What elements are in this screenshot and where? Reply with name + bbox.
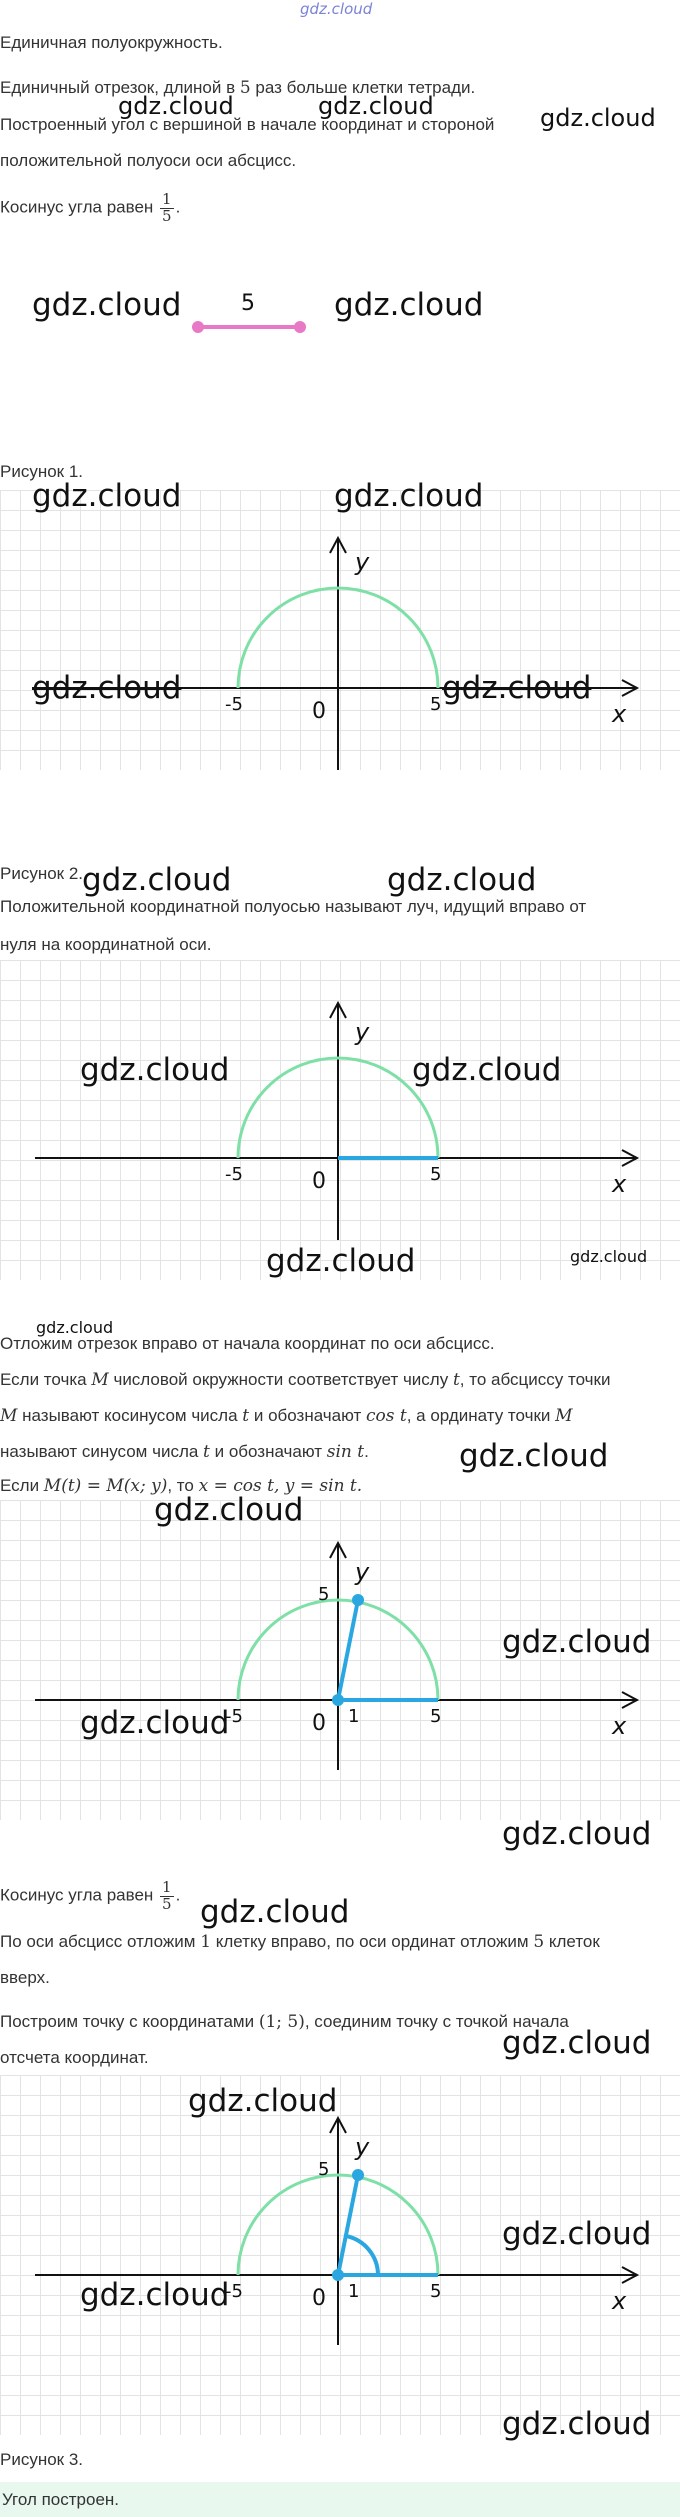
watermark: gdz.cloud xyxy=(80,1705,230,1741)
text-line: Единичный отрезок, длиной в 5 раз больше клетки тетради. xyxy=(0,78,476,98)
watermark: gdz.cloud xyxy=(334,287,484,323)
tick-label: -5 xyxy=(225,1706,243,1727)
x-axis-label: x xyxy=(612,1712,627,1740)
y-axis-label: y xyxy=(355,2133,370,2161)
watermark: gdz.cloud xyxy=(80,1052,230,1088)
watermark: gdz.cloud xyxy=(32,478,182,514)
tick-label: 5 xyxy=(318,1584,330,1605)
watermark: gdz.cloud xyxy=(502,2406,652,2442)
figure-2 xyxy=(0,960,680,1280)
watermark: gdz.cloud xyxy=(318,92,434,120)
watermark: gdz.cloud xyxy=(570,1247,648,1266)
fraction: $\frac{1}{5}$ xyxy=(162,190,172,225)
watermark: gdz.cloud xyxy=(266,1243,416,1279)
origin-label: 0 xyxy=(312,1711,326,1736)
figure-3 xyxy=(0,2075,680,2435)
watermark: gdz.cloud xyxy=(502,2216,652,2252)
text-line: положительной полуоси оси абсцисс. xyxy=(0,151,297,170)
watermark: gdz.cloud xyxy=(82,862,232,898)
watermark: gdz.cloud xyxy=(188,2083,338,2119)
tick-label: 5 xyxy=(318,2159,330,2180)
tick-label: 5 xyxy=(430,1164,442,1185)
text-line: Построим точку с координатами (1; 5), соединим точку с точкой начала xyxy=(0,2012,569,2032)
y-axis-label: y xyxy=(355,1558,370,1586)
watermark: gdz.cloud xyxy=(502,1816,652,1852)
text-line: Построенный угол с вершиной в начале координат и стороной xyxy=(0,115,495,134)
y-axis-label: y xyxy=(355,548,370,576)
fraction: $\frac{1}{5}$ xyxy=(162,1878,172,1913)
figure-3-step xyxy=(0,1500,680,1820)
text-line: Если точка M числовой окружности соответствует числу t, то абсциссу точки xyxy=(0,1370,611,1390)
origin-label: 0 xyxy=(312,699,326,724)
watermark: gdz.cloud xyxy=(502,1624,652,1660)
figure-caption: Рисунок 3. xyxy=(0,2450,84,2469)
watermark: gdz.cloud xyxy=(80,2277,230,2313)
watermark: gdz.cloud xyxy=(32,287,182,323)
text-line: Косинус угла равен $\frac{1}{5}$ . xyxy=(0,1878,181,1913)
watermark: gdz.cloud xyxy=(200,1894,350,1930)
watermark: gdz.cloud xyxy=(442,670,592,706)
watermark: gdz.cloud xyxy=(459,1438,609,1474)
watermark: gdz.cloud xyxy=(540,104,656,132)
tick-label: 5 xyxy=(430,1706,442,1727)
figure-caption: Рисунок 2. xyxy=(0,864,84,883)
tick-label: 1 xyxy=(348,2281,360,2302)
segment-label: 5 xyxy=(241,291,255,316)
watermark: gdz.cloud xyxy=(387,862,537,898)
tick-label: -5 xyxy=(225,2281,243,2302)
text-line: По оси абсцисс отложим 1 клетку вправо, по оси ординат отложим 5 клеток xyxy=(0,1932,600,1952)
tick-label: -5 xyxy=(225,1164,243,1185)
text-line: Косинус угла равен $\frac{1}{5}$ . xyxy=(0,190,181,225)
origin-label: 0 xyxy=(312,1169,326,1194)
watermark: gdz.cloud xyxy=(36,1318,114,1337)
text-line: M называют косинусом числа t и обозначают cos t, а ординату точки M xyxy=(0,1406,573,1426)
text-line: нуля на координатной оси. xyxy=(0,935,212,954)
tick-label: 1 xyxy=(348,1706,360,1727)
tick-label: 5 xyxy=(430,2281,442,2302)
watermark: gdz.cloud xyxy=(154,1492,304,1528)
y-axis-label: y xyxy=(355,1018,370,1046)
watermark: gdz.cloud xyxy=(118,92,234,120)
x-axis-label: x xyxy=(612,2287,627,2315)
text-line: вверх. xyxy=(0,1968,50,1987)
text-line: Отложим отрезок вправо от начала координат по оси абсцисс. xyxy=(0,1334,495,1353)
tick-label: -5 xyxy=(225,694,243,715)
watermark: gdz.cloud xyxy=(32,670,182,706)
origin-label: 0 xyxy=(312,2286,326,2311)
text-line: отсчета координат. xyxy=(0,2048,149,2067)
watermark: gdz.cloud xyxy=(334,478,484,514)
text-line: Если M(t) = M(x; y), то x = cos t, y = sin t. xyxy=(0,1476,363,1496)
text-line: Единичная полуокружность. xyxy=(0,33,223,52)
header-logo[interactable]: gdz.cloud xyxy=(300,0,373,18)
answer-box xyxy=(0,2482,680,2517)
figure-1 xyxy=(0,490,680,770)
watermark: gdz.cloud xyxy=(502,2025,652,2061)
watermark: gdz.cloud xyxy=(412,1052,562,1088)
x-axis-label: x xyxy=(612,1170,627,1198)
tick-label: 5 xyxy=(430,694,442,715)
text-line: называют синусом числа t и обозначают sin t. xyxy=(0,1442,369,1462)
text-line: Положительной координатной полуосью называют луч, идущий вправо от xyxy=(0,897,587,916)
figure-caption: Рисунок 1. xyxy=(0,462,84,481)
answer-text: Угол построен. xyxy=(2,2490,120,2509)
x-axis-label: x xyxy=(612,700,627,728)
